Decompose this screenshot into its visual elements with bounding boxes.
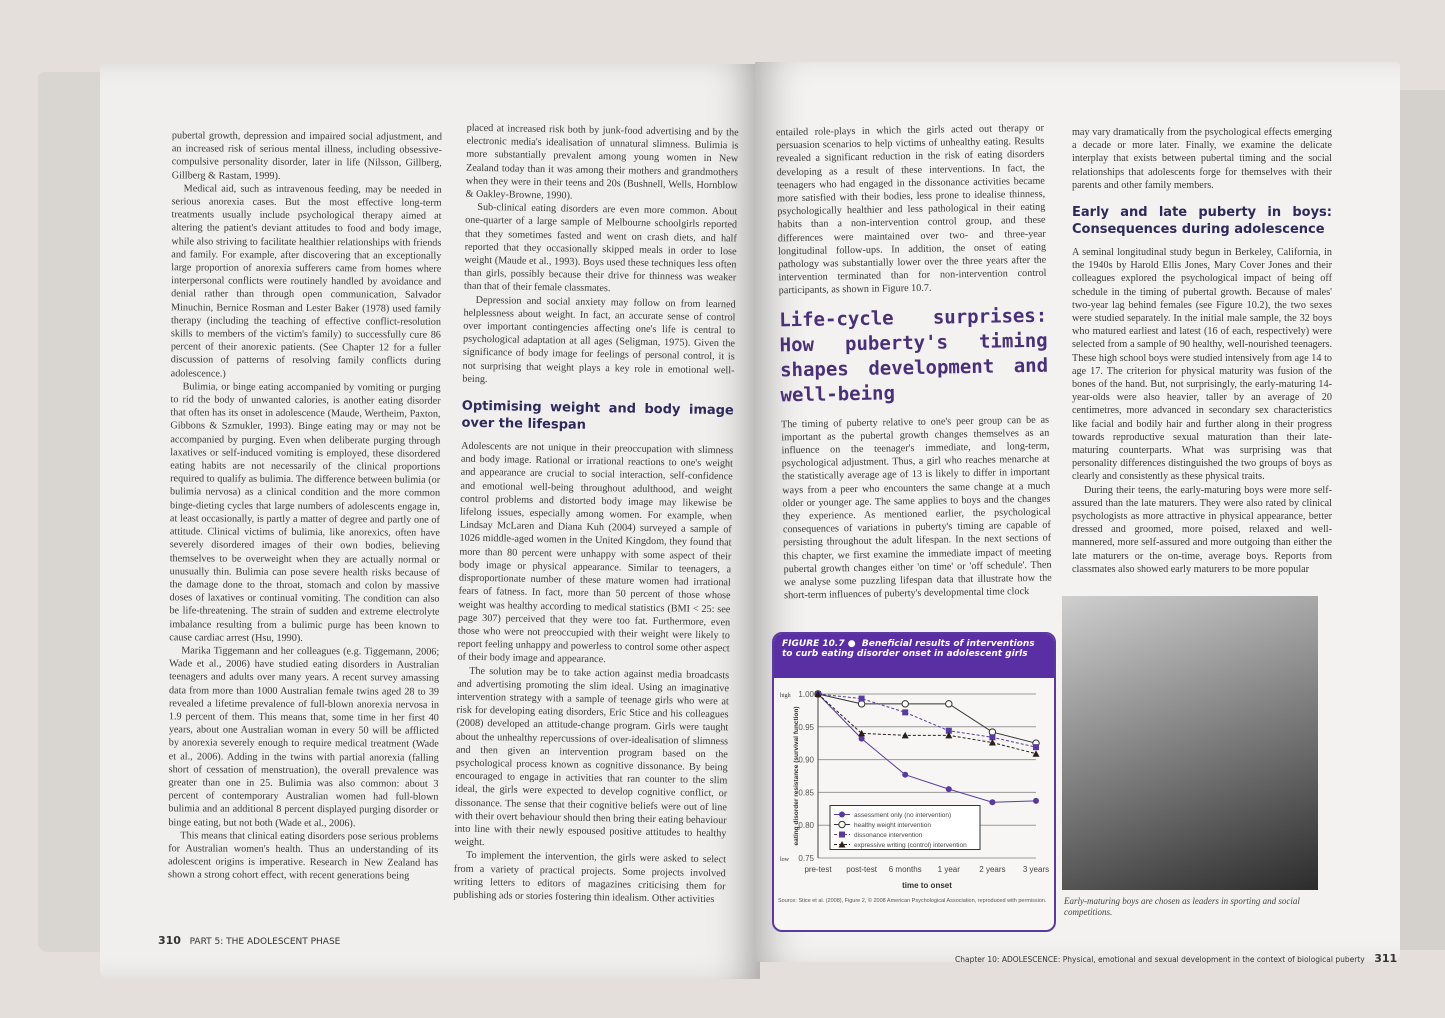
data-point [902,772,908,778]
x-tick-label: 1 year [937,865,960,874]
x-tick-label: post-test [846,865,877,874]
data-point [839,812,845,818]
data-point [858,701,864,707]
paragraph: A seminal longitudinal study begun in Berkeley, California, in the 1940s by Harold Ellis Jones, Mary Cover Jones and their colleagues explored the psychological impact of being off schedule in the timing of pubertal growth. Because of males' two-year lag behind females (see Figure 10.2), the two sexes were studied separately. In the initial male sample, the 32 boys who matured earliest and latest (16 of each, respectively) were selected from a sample of 90 healthy, well-nourished teenagers. These high school boys were studied intensively from age 14 to age 17. The criterion for physical maturity was fusion of the bones of the hand. But, not surprisingly, the early-maturing 14-year-olds were also heavier, taller by an average of 20 centimetres, more advanced in secondary sex characteristics like facial and bodily hair and further along in their progress towards reproductive sexual maturation than their late-maturing counterparts. What was surprising was that personality differences distinguished the two groups of boys as clearly and consistently as these physical traits. [1072,247,1332,483]
y-tick-label: 0.95 [798,722,814,732]
paragraph: Adolescents are not unique in their preoccupation with slimness and body image. Rational or irrational reactions to one's weight and appearance are crucial to social interaction, self-confidence and emotional well-being throughout adulthood, and weight control problems and distorted body image may likewise be lifelong issues, especially among women. For example, when Lindsay McLaren and Diana Kuh (2004) surveyed a sample of 1026 middle-aged women in the United Kingdom, they found that more than 80 percent were unhappy with some aspect of their body image or physical appearance. Similar to teenagers, a disproportionate number of these mature women had irrational fears of fatness. In fact, more than 50 percent of those whose weight was healthy according to medical statistics (BMI < 25: see page 307) perceived that they were too fat. Furthermore, even those who were not preoccupied with their weight were likely to report feeling unhappy and powerless to control some other aspect of their body image and appearance. [457,440,734,666]
series-line [818,694,1036,802]
figure-header: FIGURE 10.7 ● Beneficial results of interventions to curb eating disorder onset in adolescent girls [774,634,1054,678]
figure-10-7 [772,632,1056,932]
data-point [859,696,865,702]
legend-entry: dissonance intervention [854,832,923,840]
x-tick-label: pre-test [804,865,832,874]
x-tick-label: 2 years [979,865,1006,874]
data-point [946,786,952,792]
paragraph: pubertal growth, depression and impaired social adjustment, and an increased risk of serious mental illness, including obsessive-compulsive personality disorder, later in life (Nilsson, Gillberg, Gillberg & Rastam, 1999). [171,130,442,182]
paragraph: Depression and social anxiety may follow on from learned helplessness about weight. In fact, an accurate sense of control over important contingencies affecting one's life is central to psychological adaptation at all ages (Seligman, 1975). Given the significance of body image for feelings of personal control, it is not surprising that weight plays a key role in emotional well-being. [462,294,736,385]
page-number-right: 311 [1374,952,1398,965]
data-point [989,799,995,805]
paragraph: The timing of puberty relative to one's peer group can be as important as the pubertal growth changes themselves as an influence on the teenager's immediate, and long-term, psychological adjustment. Thus, a girl who reaches menarche at the statistically average age of 13 is likely to differ in important ways from a peer who encounters the same change at a much older or younger age. The same applies to boys and the changes they experience. As mentioned earlier, the psychological consequences of variations in puberty's timing are capable of persisting throughout the adult lifespan. In the next sections of this chapter, we first examine the immediate impact of meeting pubertal growth changes either 'on time' or 'off schedule'. Then we analyse some puzzling lifespan data that illustrate how the short-term influences of puberty's developmental time clock [780,414,1052,602]
running-head-right: Chapter 10: ADOLESCENCE: Physical, emotional and sexual development in the context of biological puberty [955,955,1365,964]
data-point [902,701,908,707]
y-axis-label: eating disorder resistance (survival function) [793,706,800,846]
section-heading-life-cycle: Life-cycle surprises: How puberty's timing shapes development and well-being [779,304,1049,406]
paragraph: entailed role-plays in which the girls acted out therapy or persuasion scenarios to help victims of unhealthy eating. Results revealed a significant reduction in the risk of eating disorders developing as a result of these interventions. In fact, the teenagers who had engaged in the dissonance activities became more satisfied with their bodies, less prone to idealise thinness, psychologically healthier and less pathological in their eating habits than a non-intervention control group, and these differences were maintained over two- and three-year longitudinal follow-ups. In addition, the onset of eating pathology was substantially lower over the three years after the intervention terminated than for non-intervention control participants, as shown in Figure 10.7. [775,122,1047,297]
series-line [818,694,1036,743]
paragraph: may vary dramatically from the psychological effects emerging a decade or more later. Finally, we examine the delicate interplay that exists between pubertal timing and the social relationships that adolescents forge for themselves with their parents and other family members. [1072,127,1332,191]
data-point [839,832,845,838]
y-tick-label: 0.85 [798,788,814,798]
series-line [818,694,1036,747]
figure-source: Source: Stice et al. (2008), Figure 2, © 2008 American Psychological Association, reproduced with permission. [778,898,1047,904]
diver-photo [1062,596,1318,890]
data-point [1033,744,1039,750]
legend-entry: healthy weight intervention [854,822,931,830]
paragraph: To implement the intervention, the girls were asked to select from a variety of practical projects. Some projects involved writing letters to editors of magazines criticising them for publishing ads or stories fostering thin idealism. Other activities [453,850,727,906]
paragraph: placed at increased risk both by junk-food advertising and by the electronic media's idealisation of unnatural slimness. Bulimia is more substantially prevalent among young women in New Zealand today than it was among their mothers and grandmothers when they were in their teens and 20s (Bushnell, Wells, Hornblow & Oakley-Browne, 1990). [465,122,739,202]
paragraph: The solution may be to take action against media broadcasts and advertising promoting the slim ideal. Using an imaginative intervention strategy with a sample of teenage girls who were at risk for developing eating disorders, Eric Stice and his colleagues (2008) developed an attitude-change program. Girls were taught about the unhealthy repercussions of over-idealisation of slimness and then given an intervention program based on the psychological process known as cognitive dissonance. By being encouraged to engage in activities that ran counter to the slim ideal, the girls were expected to develop cognitive conflict, or dissonance. The sense that their cognitive beliefs were out of line with their overt behaviour should then bring their eating behaviour into line with their newly espoused positive attitudes to healthy weight. [454,665,730,849]
paragraph: Medical aid, such as intravenous feeding, may be needed in serious anorexia cases. But the most effective long-term treatments usually include psychological therapy aimed at altering the patient's deviant attitudes to food and body image, while also striving to facilitate healthier relationships with friends and family. For example, after discovering that an exceptionally large proportion of anorexia sufferers came from homes where interpersonal conflicts were routinely handled by avoidance and denial rather than through open communication, Salvador Minuchin, Bernice Rosman and Lester Baker (1978) used family therapy (including the teaching of effective conflict-resolution skills to members of the victim's family) to successfully cure 86 percent of their anorexic patients. (See Chapter 12 for a fuller discussion of patterns of resolving family conflicts during adolescence.) [170,183,442,380]
figure-title: Beneficial results of interventions to curb eating disorder onset in adolescent girls [782,639,1035,659]
page-number-left: 310 [158,934,181,947]
running-head-left: PART 5: THE ADOLESCENT PHASE [189,937,341,947]
x-tick-label: 6 months [888,865,922,874]
data-point [946,701,952,707]
series-line [818,694,1036,754]
paragraph: This means that clinical eating disorders pose serious problems for Australian women's health. Thus an understanding of its adolescent origins is imperative. Research in New Zealand has shown a strong cohort effect, with recent generations being [168,830,439,882]
photo-caption: Early-maturing boys are chosen as leaders in sporting and social competitions. [1064,896,1300,917]
legend-entry: expressive writing (control) intervention [854,842,967,850]
data-point [902,732,909,739]
data-point [839,821,845,827]
y-low-label: low [780,857,789,863]
y-tick-label: 0.80 [798,821,814,831]
section-heading-optimising-weight: Optimising weight and body image over the lifespan [461,398,734,433]
left-footer [158,934,340,947]
section-heading-early-late-puberty: Early and late puberty in boys: Consequences during adolescence [1072,205,1332,238]
line-chart [774,678,1054,932]
right-column-1 [776,122,1052,603]
data-point [989,729,995,735]
x-axis-label: time to onset [902,881,952,890]
data-point [902,709,908,715]
y-tick-label: 0.75 [798,854,814,863]
x-tick-label: 3 years [1022,865,1050,874]
y-tick-label: 0.90 [798,755,814,765]
figure-label: FIGURE 10.7 [782,639,845,649]
legend-entry: assessment only (no intervention) [854,812,952,820]
data-point [1033,798,1039,804]
left-column-1 [168,129,442,883]
paragraph: Marika Tiggemann and her colleagues (e.g. Tiggemann, 2006; Wade et al., 2006) have studied eating disorders in Australian teenagers and adults over many years. A recent survey amassing data from more than 1000 Australian female twins aged 28 to 39 revealed a lifetime prevalence of full-blown anorexia nervosa in 1.9 percent of them. This means that, some time in her first 40 years, about one Australian woman in every 50 will be afflicted by anorexia severely enough to require medical treatment (Wade et al., 2006). Adding in the twins with partial anorexia (falling short of cessation of menstruation), the overall prevalence was greater than one in 25. Bulimia was also common: about 3 percent of contemporary Australian women had full-blown bulimia and an additional 8 percent displayed purging disorder or binge eating, but not both (Wade et al., 2006). [168,645,440,829]
right-column-2 [1072,126,1332,576]
data-point [859,736,865,742]
right-footer [955,952,1397,965]
y-high-label: high [780,693,791,699]
paragraph: Bulimia, or binge eating accompanied by vomiting or purging to rid the body of unwanted calories, is another eating disorder that often has its onset in adolescence (Maude, Wertheim, Paxton, Gibbons & Szmukler, 1993). Binge eating may or may not be accompanied by purging. Even when deliberate purging through laxatives or self-induced vomiting is employed, these disordered eating habits are not necessarily of the clinical proportions required to qualify as bulimia. The difference between bulimia (or bulimia nervosa) as a clinical condition and the more common binge-dieting cycles that large numbers of adolescents engage in, at least occasionally, is partly a matter of degree and partly one of attitude. Clinical victims of bulimia, like anorexics, often have severely disordered images of their own bodies, believing themselves to be overweight when they are actually normal or unusually thin. Bulimia can pose severe health risks because of the damage done to the throat, stomach and colon by massive doses of laxatives or continual vomiting. The condition can also be life-threatening. The strain of sudden and extreme electrolyte imbalance resulting from a bulimic purge has been known to cause cardiac arrest (Hsu, 1990). [169,381,441,644]
paragraph: Sub-clinical eating disorders are even more common. About one-quarter of a large sample of Melbourne schoolgirls reported that they sometimes fasted and went on crash diets, and half reported that they occasionally skipped meals in order to lose weight (Maude et al., 1993). Boys used these techniques less often than girls, possibly because their drive for thinness was weaker than that of their female classmates. [463,202,738,295]
y-tick-label: 1.00 [798,690,814,699]
left-column-2 [453,122,739,907]
paragraph: During their teens, the early-maturing boys were more self-assured than the late maturers. They were also rated by clinical psychologists as more attractive in physical appearance, better dressed and groomed, more poised, relaxed and well-mannered, more self-assured and more outgoing than either the late maturers or the on-time, average boys. Reports from classmates also showed early maturers to be more popular [1072,484,1332,575]
